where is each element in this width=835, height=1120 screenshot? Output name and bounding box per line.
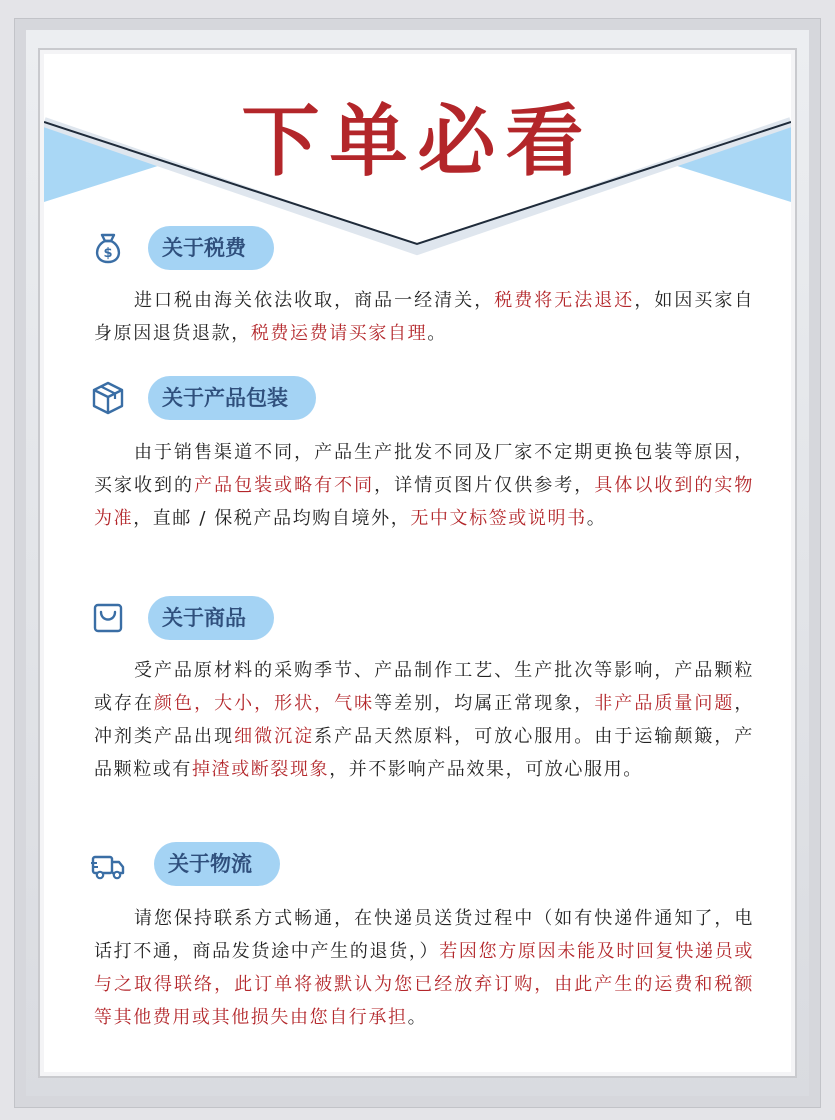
highlight-segment: 具体以收到的实物为准 (94, 475, 754, 529)
highlight-segment: 若因您方原因未能及时回复快递员或与之取得联络，此订单将被默认为您已经放弃订购，由此产生的运费和税额等其他费用或其他损失由您自行承担 (94, 941, 754, 1028)
section-body (94, 902, 754, 1034)
section-body (94, 654, 754, 786)
svg-text:$: $ (103, 246, 113, 261)
text-segment: 。 (586, 508, 607, 529)
section-heading: 关于物流 (154, 842, 280, 886)
text-segment: 。 (407, 1007, 428, 1028)
highlight-segment: 掉渣或断裂现象 (192, 759, 330, 780)
money-bag-icon (90, 230, 126, 266)
text-segment: 请您保持联系方式畅通，在快递员送货过程中（如有快递件通知了，电话打不通，商品发货途中产生的退货，） (94, 908, 754, 962)
highlight-segment: 税费运费请买家自理 (250, 323, 428, 344)
highlight-segment: 非产品质量问题 (594, 693, 735, 714)
delivery-truck-icon (90, 848, 126, 884)
text-segment: 系产品天然原料，可放心服用。由于运输颠簸，产品颗粒或有 (94, 726, 755, 780)
section-heading: 关于商品 (148, 596, 274, 640)
page-title: 下单必看 (241, 97, 594, 187)
text-segment: 由于销售渠道不同，产品生产批发不同及厂家不定期更换包装等原因，买家收到的 (94, 442, 754, 496)
package-box-icon (90, 380, 126, 416)
shopping-bag-icon (90, 600, 126, 636)
section-heading: 关于税费 (148, 226, 274, 270)
text-segment: 受产品原材料的采购季节、产品制作工艺、生产批次等影响，产品颗粒或存在 (94, 660, 754, 714)
highlight-segment: 产品包装或略有不同 (194, 475, 375, 496)
text-segment: ，并不影响产品效果，可放心服用。 (329, 759, 643, 780)
highlight-segment: 无中文标签或说明书 (410, 508, 587, 529)
text-segment: ，详情页图片仅供参考， (374, 475, 595, 496)
section-body (94, 436, 754, 535)
highlight-segment: 税费将无法退还 (494, 290, 635, 311)
text-segment: ，直邮 / 保税产品均购自境外， (133, 508, 411, 529)
section-heading: 关于产品包装 (148, 376, 316, 420)
highlight-segment: 颜色，大小，形状，气味 (154, 693, 375, 714)
text-segment: 进口税由海关依法收取，商品一经清关， (134, 290, 495, 311)
text-segment: ，如因买家自身原因退货退款， (94, 290, 754, 344)
text-segment: 。 (427, 323, 447, 344)
section-body (94, 284, 754, 350)
notice-card (44, 54, 791, 1072)
text-segment: 等差别，均属正常现象， (374, 693, 595, 714)
text-segment: ，冲剂类产品出现 (94, 693, 754, 747)
highlight-segment: 细微沉淀 (234, 726, 315, 747)
